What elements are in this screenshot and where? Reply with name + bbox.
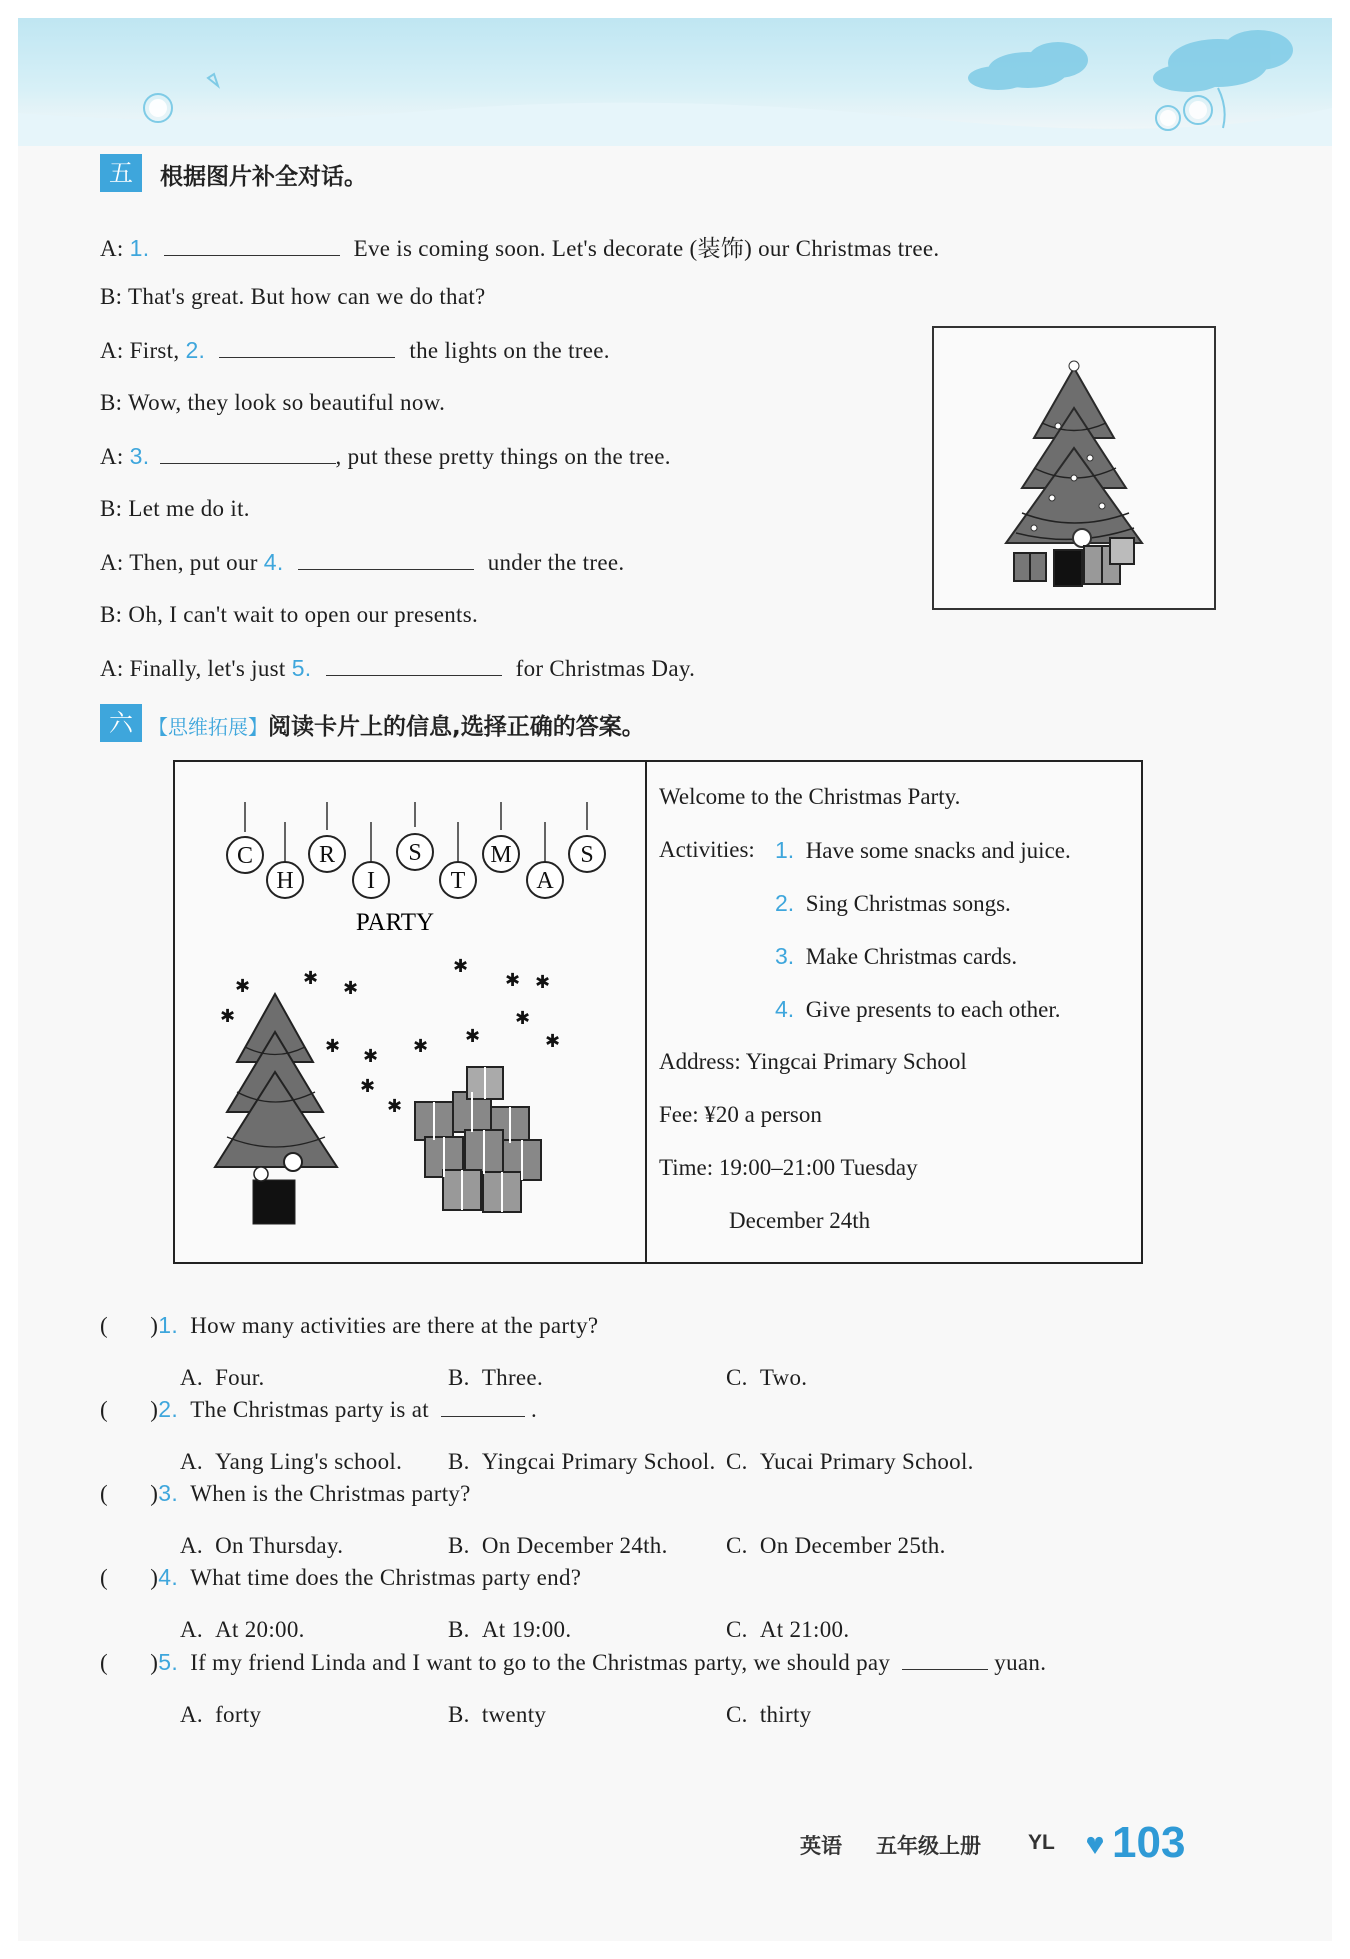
ornament-letter: M bbox=[490, 842, 512, 868]
option-letter: B. bbox=[448, 1702, 470, 1727]
option-letter: A. bbox=[180, 1365, 203, 1390]
svg-text:✱: ✱ bbox=[465, 1026, 481, 1047]
svg-text:✱: ✱ bbox=[343, 978, 359, 999]
page-number: 103 bbox=[1112, 1818, 1186, 1867]
answer-bracket[interactable]: ( ) bbox=[100, 1481, 159, 1506]
dialogue-line-9: A: Finally, let's just 5. for Christmas Day. bbox=[100, 655, 696, 681]
option-letter: C. bbox=[726, 1533, 748, 1558]
question-text: What time does the Christmas party end? bbox=[190, 1565, 582, 1590]
question-number: 1. bbox=[158, 1312, 179, 1338]
card-time: Time: 19:00–21:00 Tuesday bbox=[659, 1155, 918, 1180]
option-letter: B. bbox=[448, 1533, 470, 1558]
option-letter: C. bbox=[726, 1617, 748, 1642]
card-divider bbox=[645, 762, 647, 1262]
svg-text:✱: ✱ bbox=[453, 956, 469, 977]
option-text: thirty bbox=[759, 1702, 812, 1727]
question-number: 5. bbox=[158, 1649, 179, 1675]
question-number: 3. bbox=[158, 1480, 179, 1506]
section-6-title: 阅读卡片上的信息,选择正确的答案。 bbox=[268, 714, 645, 740]
option-text: At 19:00. bbox=[481, 1617, 572, 1642]
answer-bracket[interactable]: ( ) bbox=[100, 1565, 159, 1590]
question-5-option-c[interactable] bbox=[726, 1702, 811, 1728]
dialogue-line-4: B: Wow, they look so beautiful now. bbox=[100, 390, 446, 415]
answer-blank-1[interactable] bbox=[164, 254, 340, 256]
dialogue-line-1: A: 1. Eve is coming soon. Let's decorate (装饰) our Christmas tree. bbox=[100, 235, 940, 261]
question-tail: . bbox=[531, 1397, 538, 1422]
question-1-option-c[interactable] bbox=[726, 1365, 807, 1391]
answer-blank-5[interactable] bbox=[326, 674, 502, 676]
footer-grade: 五年级上册 bbox=[876, 1834, 981, 1858]
svg-text:✱: ✱ bbox=[505, 970, 521, 991]
ornament-letter: H bbox=[276, 868, 294, 894]
answer-bracket[interactable]: ( ) bbox=[100, 1313, 159, 1338]
question-2-option-c[interactable] bbox=[726, 1449, 974, 1475]
ornament-letter: T bbox=[450, 868, 466, 894]
question-text: The Christmas party is at bbox=[190, 1397, 429, 1422]
question-5 bbox=[100, 1649, 1046, 1676]
question-2 bbox=[100, 1396, 537, 1423]
option-text: Yingcai Primary School. bbox=[481, 1449, 716, 1474]
svg-text:✱: ✱ bbox=[360, 1076, 376, 1097]
section-5-badge: 五 bbox=[100, 154, 142, 192]
option-text: Yang Ling's school. bbox=[215, 1449, 403, 1474]
option-text: On Thursday. bbox=[215, 1533, 344, 1558]
option-text: On December 24th. bbox=[481, 1533, 668, 1558]
heart-leaf-icon bbox=[1084, 1834, 1106, 1856]
card-welcome: Welcome to the Christmas Party. bbox=[659, 784, 961, 809]
option-text: forty bbox=[215, 1702, 262, 1727]
svg-text:✱: ✱ bbox=[235, 976, 251, 997]
option-letter: C. bbox=[726, 1702, 748, 1727]
dialogue-line-7: A: Then, put our 4. under the tree. bbox=[100, 549, 625, 575]
svg-text:✱: ✱ bbox=[535, 972, 551, 993]
christmas-tree-picture bbox=[932, 326, 1216, 610]
option-text: Two. bbox=[759, 1365, 808, 1390]
question-5-option-a[interactable] bbox=[180, 1702, 261, 1728]
card-activity-4: 4. Give presents to each other. bbox=[775, 996, 1061, 1022]
option-letter: C. bbox=[726, 1449, 748, 1474]
dialogue-line-8: B: Oh, I can't wait to open our presents. bbox=[100, 602, 479, 627]
option-text: twenty bbox=[481, 1702, 547, 1727]
card-fee: Fee: ¥20 a person bbox=[659, 1102, 822, 1127]
question-text: How many activities are there at the party? bbox=[190, 1313, 599, 1338]
question-blank[interactable] bbox=[902, 1668, 988, 1670]
question-2-option-b[interactable] bbox=[448, 1449, 716, 1475]
question-number: 4. bbox=[158, 1564, 179, 1590]
question-text: If my friend Linda and I want to go to the Christmas party, we should pay bbox=[190, 1650, 891, 1675]
section-6-tag: 【思维拓展】 bbox=[148, 715, 268, 739]
svg-text:✱: ✱ bbox=[325, 1036, 341, 1057]
option-letter: B. bbox=[448, 1365, 470, 1390]
question-4-option-b[interactable] bbox=[448, 1617, 571, 1643]
question-blank[interactable] bbox=[441, 1415, 525, 1417]
card-activity-2: 2. Sing Christmas songs. bbox=[775, 890, 1011, 916]
footer-edition: YL bbox=[1028, 1831, 1055, 1854]
header-banner bbox=[18, 18, 1332, 146]
question-4-option-c[interactable] bbox=[726, 1617, 849, 1643]
option-text: At 20:00. bbox=[215, 1617, 305, 1642]
question-3-option-a[interactable] bbox=[180, 1533, 343, 1559]
svg-text:✱: ✱ bbox=[303, 968, 319, 989]
option-letter: B. bbox=[448, 1449, 470, 1474]
ornament-letter: I bbox=[367, 868, 375, 894]
svg-text:✱: ✱ bbox=[220, 1006, 236, 1027]
question-5-option-b[interactable] bbox=[448, 1702, 546, 1728]
option-text: On December 25th. bbox=[759, 1533, 946, 1558]
option-text: Yucai Primary School. bbox=[759, 1449, 974, 1474]
question-1-option-a[interactable] bbox=[180, 1365, 265, 1391]
option-letter: C. bbox=[726, 1365, 748, 1390]
ornament-letter: S bbox=[580, 842, 594, 868]
section-6-heading bbox=[148, 708, 645, 741]
question-3 bbox=[100, 1480, 471, 1507]
question-3-option-c[interactable] bbox=[726, 1533, 946, 1559]
ornament-letter: S bbox=[408, 840, 422, 866]
question-number: 2. bbox=[158, 1396, 179, 1422]
option-text: Three. bbox=[481, 1365, 543, 1390]
card-activity-1: 1. Have some snacks and juice. bbox=[775, 837, 1071, 863]
answer-blank-3[interactable] bbox=[160, 462, 336, 464]
card-address: Address: Yingcai Primary School bbox=[659, 1049, 967, 1074]
question-4 bbox=[100, 1564, 581, 1591]
question-3-option-b[interactable] bbox=[448, 1533, 668, 1559]
question-4-option-a[interactable] bbox=[180, 1617, 305, 1643]
ornament-letter: A bbox=[536, 868, 554, 894]
answer-blank-4[interactable] bbox=[298, 568, 474, 570]
ornament-letter: C bbox=[236, 843, 254, 869]
question-tail: yuan. bbox=[994, 1650, 1047, 1675]
option-letter: A. bbox=[180, 1533, 203, 1558]
section-6-badge: 六 bbox=[100, 704, 142, 742]
card-activity-3: 3. Make Christmas cards. bbox=[775, 943, 1018, 969]
footer-subject: 英语 bbox=[800, 1834, 842, 1858]
question-1-option-b[interactable] bbox=[448, 1365, 543, 1391]
option-letter: A. bbox=[180, 1449, 203, 1474]
dialogue-line-3: A: First, 2. the lights on the tree. bbox=[100, 337, 610, 363]
dialogue-line-2: B: That's great. But how can we do that? bbox=[100, 284, 486, 309]
dialogue-line-6: B: Let me do it. bbox=[100, 496, 250, 521]
dialogue-line-5: A: 3. , put these pretty things on the tree. bbox=[100, 443, 671, 469]
ornament-letter: R bbox=[318, 842, 336, 868]
card-activities-label: Activities: bbox=[659, 837, 755, 862]
party-illustration bbox=[175, 762, 643, 1262]
answer-bracket[interactable]: ( ) bbox=[100, 1650, 159, 1675]
question-2-option-a[interactable] bbox=[180, 1449, 402, 1475]
option-letter: A. bbox=[180, 1617, 203, 1642]
svg-text:✱: ✱ bbox=[387, 1096, 403, 1117]
option-text: At 21:00. bbox=[759, 1617, 850, 1642]
question-1 bbox=[100, 1312, 598, 1339]
svg-text:✱: ✱ bbox=[515, 1008, 531, 1029]
option-letter: B. bbox=[448, 1617, 470, 1642]
answer-bracket[interactable]: ( ) bbox=[100, 1397, 159, 1422]
christmas-tree-icon bbox=[934, 328, 1214, 608]
party-card bbox=[173, 760, 1143, 1264]
answer-blank-2[interactable] bbox=[219, 356, 395, 358]
svg-text:✱: ✱ bbox=[363, 1046, 379, 1067]
banner-decoration bbox=[18, 18, 1332, 146]
svg-text:✱: ✱ bbox=[545, 1031, 561, 1052]
svg-text:✱: ✱ bbox=[413, 1036, 429, 1057]
option-letter: A. bbox=[180, 1702, 203, 1727]
section-5-title: 根据图片补全对话。 bbox=[160, 164, 367, 190]
card-date: December 24th bbox=[729, 1208, 871, 1233]
workbook-page bbox=[18, 18, 1332, 1941]
card-party-text: PARTY bbox=[355, 909, 435, 936]
option-text: Four. bbox=[215, 1365, 265, 1390]
question-text: When is the Christmas party? bbox=[190, 1481, 471, 1506]
